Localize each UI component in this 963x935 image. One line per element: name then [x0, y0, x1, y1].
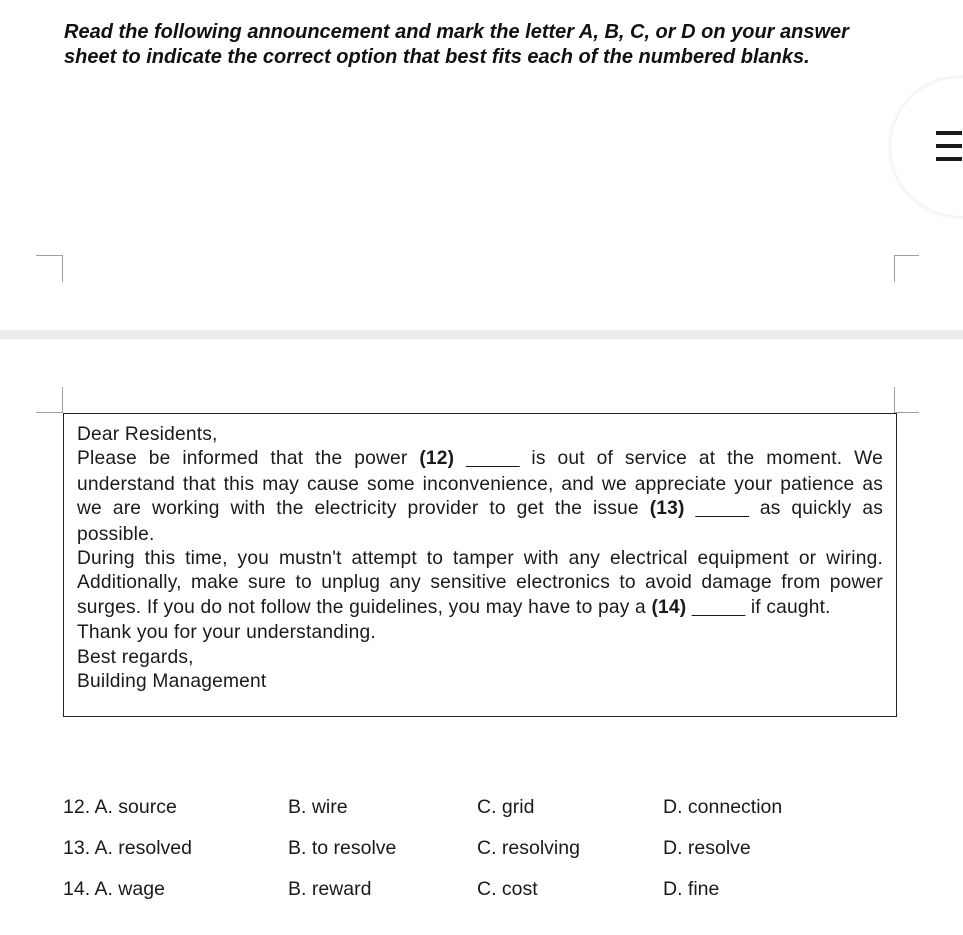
letter-text: Please be informed that the power: [77, 448, 408, 470]
crop-mark-top-right: [894, 255, 919, 282]
letter-text: as quickly as possible.: [77, 498, 884, 545]
letter-text: During this time, you mustn't attempt to tamper with any electrical equipment or wiring. Additionally, make sure to unplug any sensitive electronics to avoid damage from power surges. If you do not follow the guidelines, you may have to pay a: [77, 548, 883, 618]
option-a[interactable]: 12. A. source: [63, 796, 177, 818]
question-row: [63, 837, 923, 878]
letter-text: if caught.: [750, 596, 831, 618]
answer-options: [63, 796, 923, 919]
blank-13-number: (13): [649, 498, 685, 520]
menu-icon: [936, 131, 962, 161]
letter-thanks: Thank you for your understanding.: [77, 622, 376, 644]
letter-greeting: Dear Residents,: [77, 424, 218, 445]
option-d[interactable]: D. resolve: [663, 837, 751, 859]
letter-paragraph-1: [77, 447, 883, 547]
option-c[interactable]: C. resolving: [477, 837, 580, 859]
option-b[interactable]: B. reward: [288, 878, 372, 900]
blank-12-number: (12): [419, 448, 455, 470]
option-b[interactable]: B. to resolve: [288, 837, 397, 859]
blank-12-line: ______: [466, 451, 520, 469]
letter-closing: Best regards,: [77, 646, 194, 668]
announcement-box: [63, 413, 897, 717]
letter-signature: Building Management: [77, 671, 267, 693]
option-c[interactable]: C. grid: [477, 796, 535, 818]
blank-13-line: ______: [695, 501, 749, 519]
letter-text: is out of service at the moment. We understand that this may cause some inconvenience, and we appreciate your patience as we are working with the electricity provider to get the issue: [77, 448, 883, 520]
option-a[interactable]: 13. A. resolved: [63, 837, 192, 859]
option-b[interactable]: B. wire: [288, 796, 348, 818]
option-d[interactable]: D. fine: [663, 878, 720, 900]
question-row: [63, 878, 923, 919]
instructions-text: Read the following announcement and mark the letter A, B, C, or D on your answer sheet to indicate the correct option that best fits each of the numbered blanks.: [64, 21, 849, 68]
option-a[interactable]: 14. A. wage: [63, 878, 165, 900]
letter-paragraph-2: [77, 547, 883, 621]
option-c[interactable]: C. cost: [477, 878, 538, 900]
crop-mark-top-left: [36, 255, 63, 282]
crop-mark-bottom-left: [36, 387, 63, 413]
page-separator: [0, 330, 963, 339]
question-row: [63, 796, 923, 837]
blank-14-number: (14): [651, 596, 687, 618]
blank-14-line: ______: [691, 599, 746, 617]
crop-mark-bottom-right: [894, 387, 919, 413]
option-d[interactable]: D. connection: [663, 796, 783, 818]
menu-button[interactable]: [891, 78, 963, 216]
